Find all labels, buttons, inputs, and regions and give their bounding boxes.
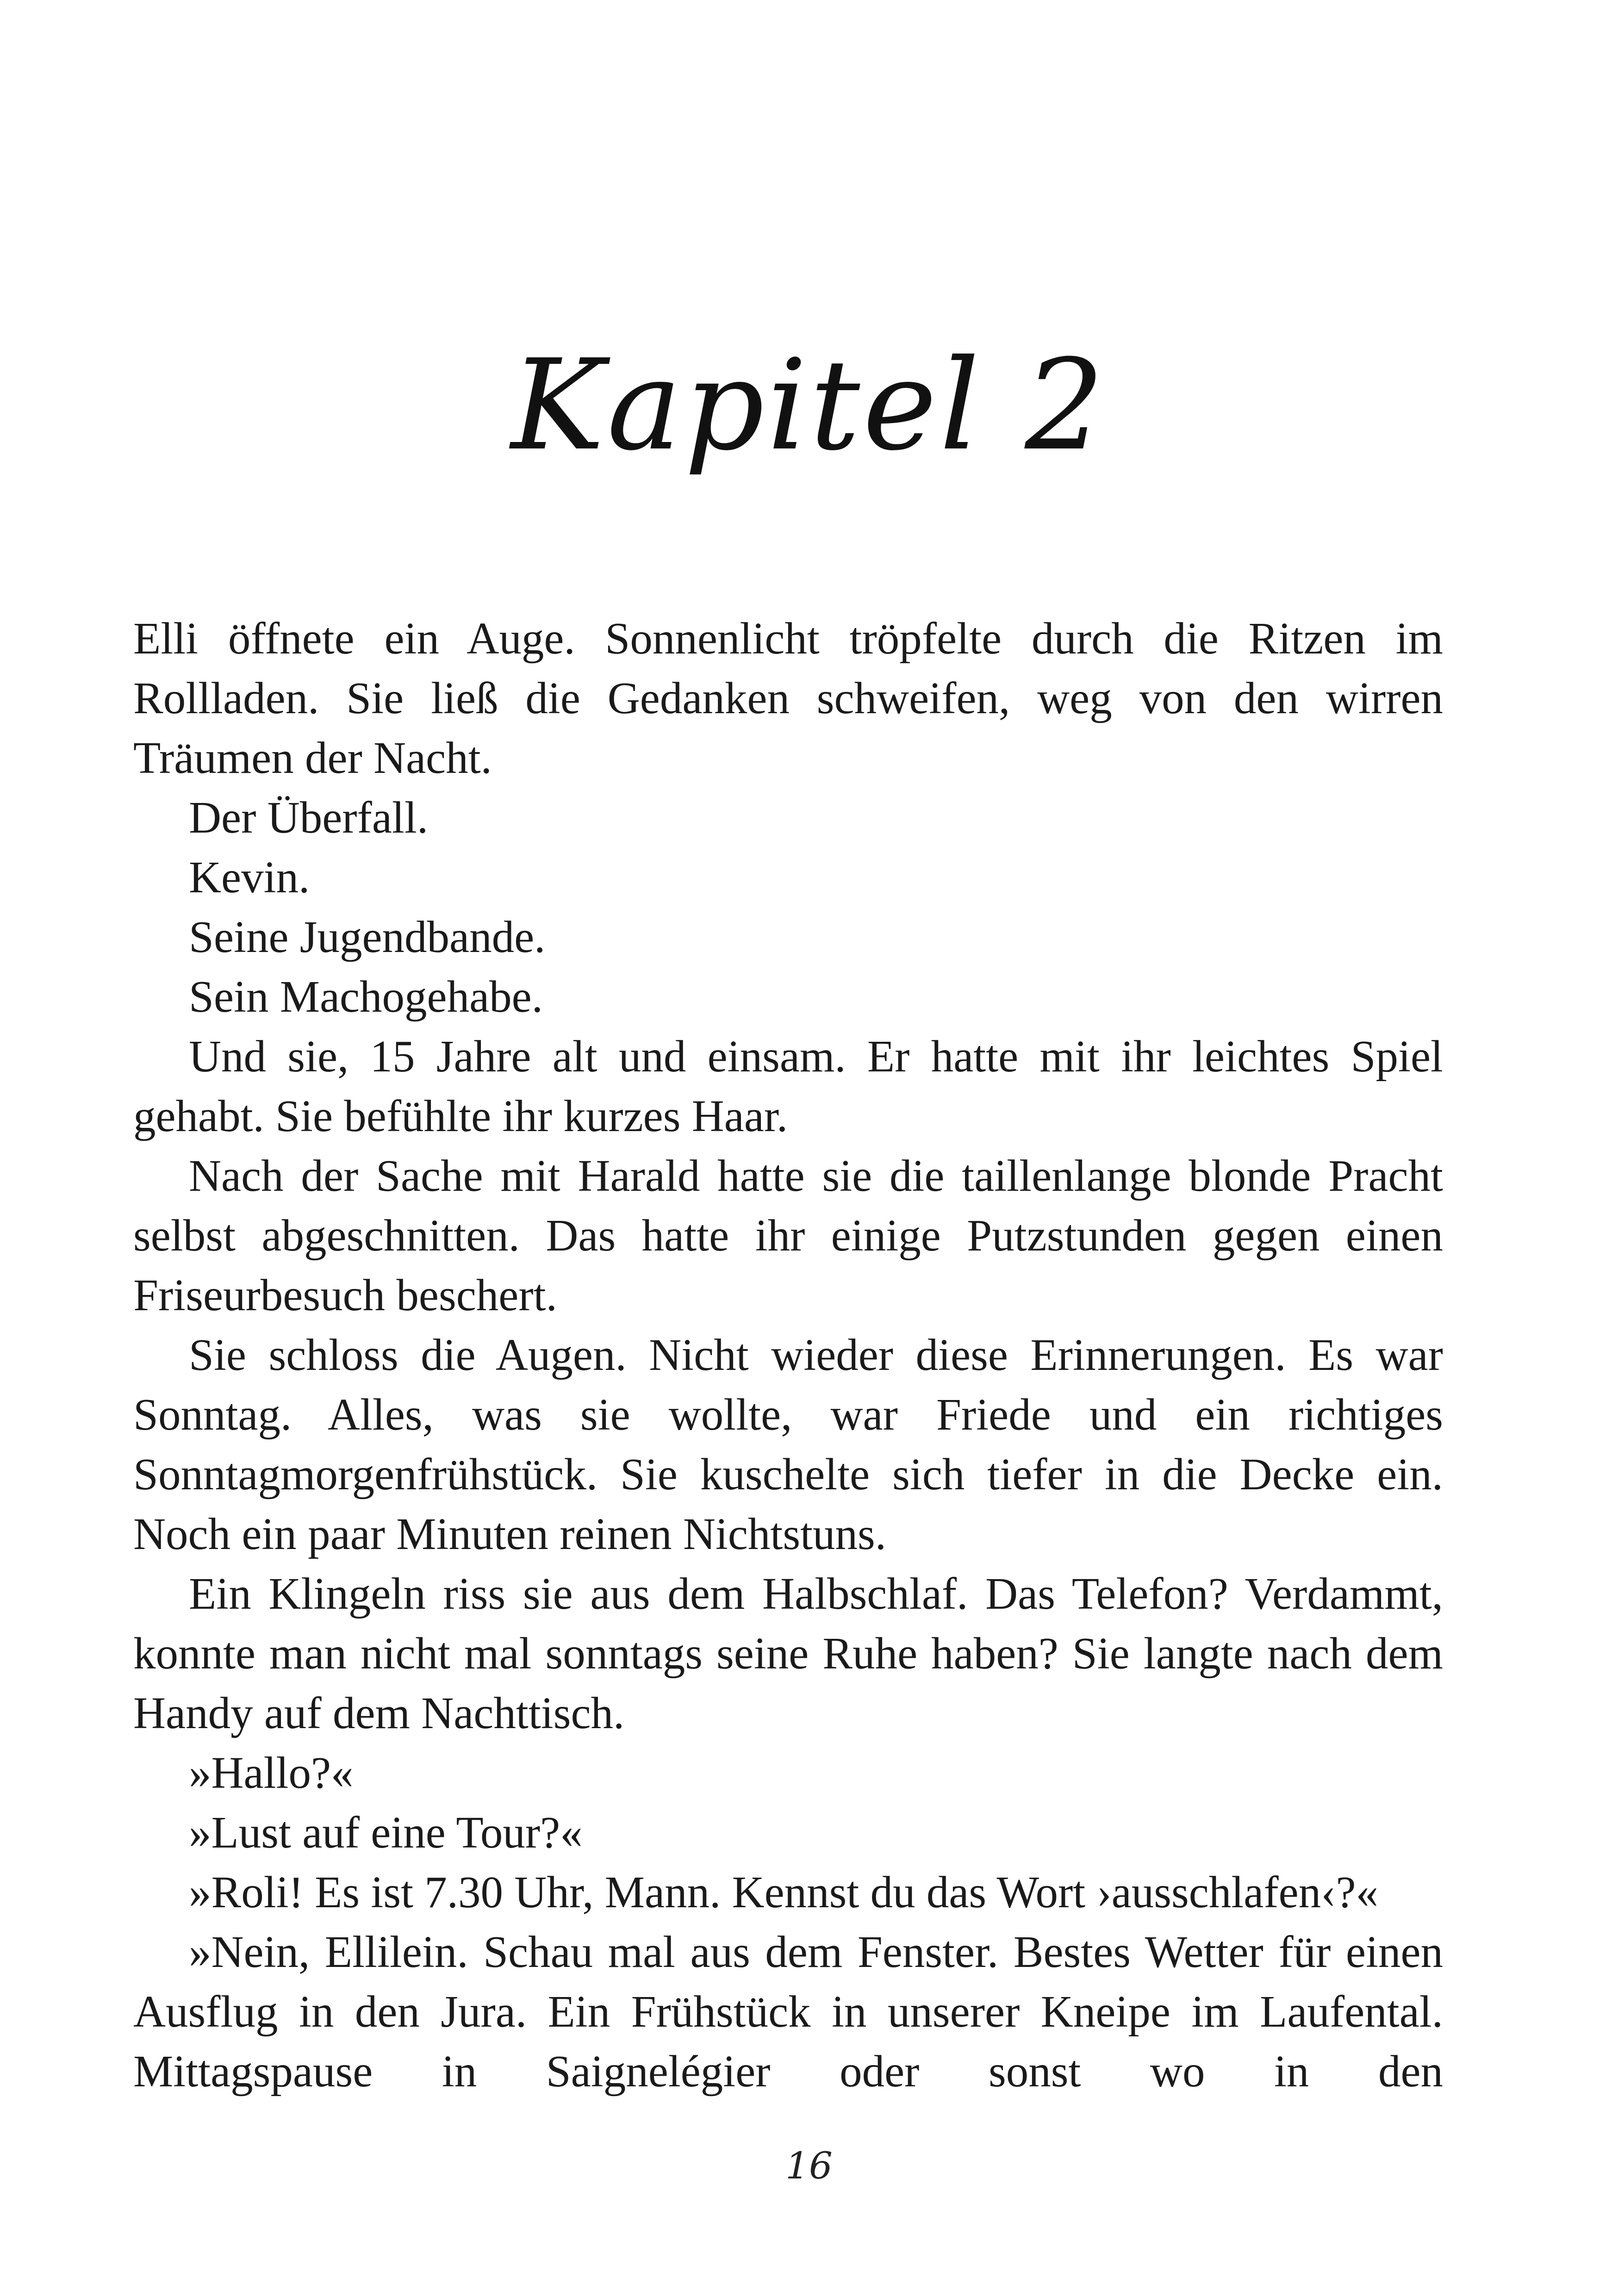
paragraph: Nach der Sache mit Harald hatte sie die taillenlange blonde Pracht selbst abgeschnitten. Das hatte ihr einige Putzstunden gegen einen Friseurbesuch beschert.	[133, 1151, 1443, 1320]
paragraph: Seine Jugendbande.	[189, 912, 546, 962]
paragraph: Ein Klingeln riss sie aus dem Halbschlaf. Das Telefon? Verdammt, konnte man nicht mal sonntags seine Ruhe haben? Sie langte nach dem Handy auf dem Nachttisch.	[133, 1569, 1443, 1738]
paragraph: Der Überfall.	[189, 793, 429, 842]
paragraph: Sie schloss die Augen. Nicht wieder diese Erinnerungen. Es war Sonntag. Alles, was sie wollte, war Friede und ein richtiges Sonntagmorgenfrühstück. Sie kuschelte sich tiefer in die Decke ein. Noch ein paar Minuten reinen Nichtstuns.	[133, 1330, 1443, 1559]
paragraph: Sein Machogehabe.	[189, 972, 543, 1021]
paragraph: Und sie, 15 Jahre alt und einsam. Er hatte mit ihr leichtes Spiel gehabt. Sie befühlte ihr kurzes Haar.	[133, 1032, 1443, 1141]
chapter-title: Kapitel 2	[510, 332, 1108, 478]
paragraph: »Hallo?«	[189, 1748, 354, 1798]
paragraph: »Roli! Es ist 7.30 Uhr, Mann. Kennst du das Wort ›ausschlafen‹?«	[189, 1867, 1379, 1917]
body-text	[133, 609, 1443, 2101]
paragraph: »Lust auf eine Tour?«	[189, 1808, 583, 1857]
page-number: 16	[785, 2144, 833, 2187]
paragraph: Kevin.	[189, 852, 310, 902]
paragraph: »Nein, Ellilein. Schau mal aus dem Fenster. Bestes Wetter für einen Ausflug in den Jura. Ein Frühstück in unserer Kneipe im Laufental. Mittagspause in Saignelégier oder sonst wo in den	[133, 1927, 1443, 2096]
paragraph: Elli öffnete ein Auge. Sonnenlicht tröpfelte durch die Ritzen im Rollladen. Sie ließ die Gedanken schweifen, weg von den wirren Träumen der Nacht.	[133, 614, 1443, 783]
